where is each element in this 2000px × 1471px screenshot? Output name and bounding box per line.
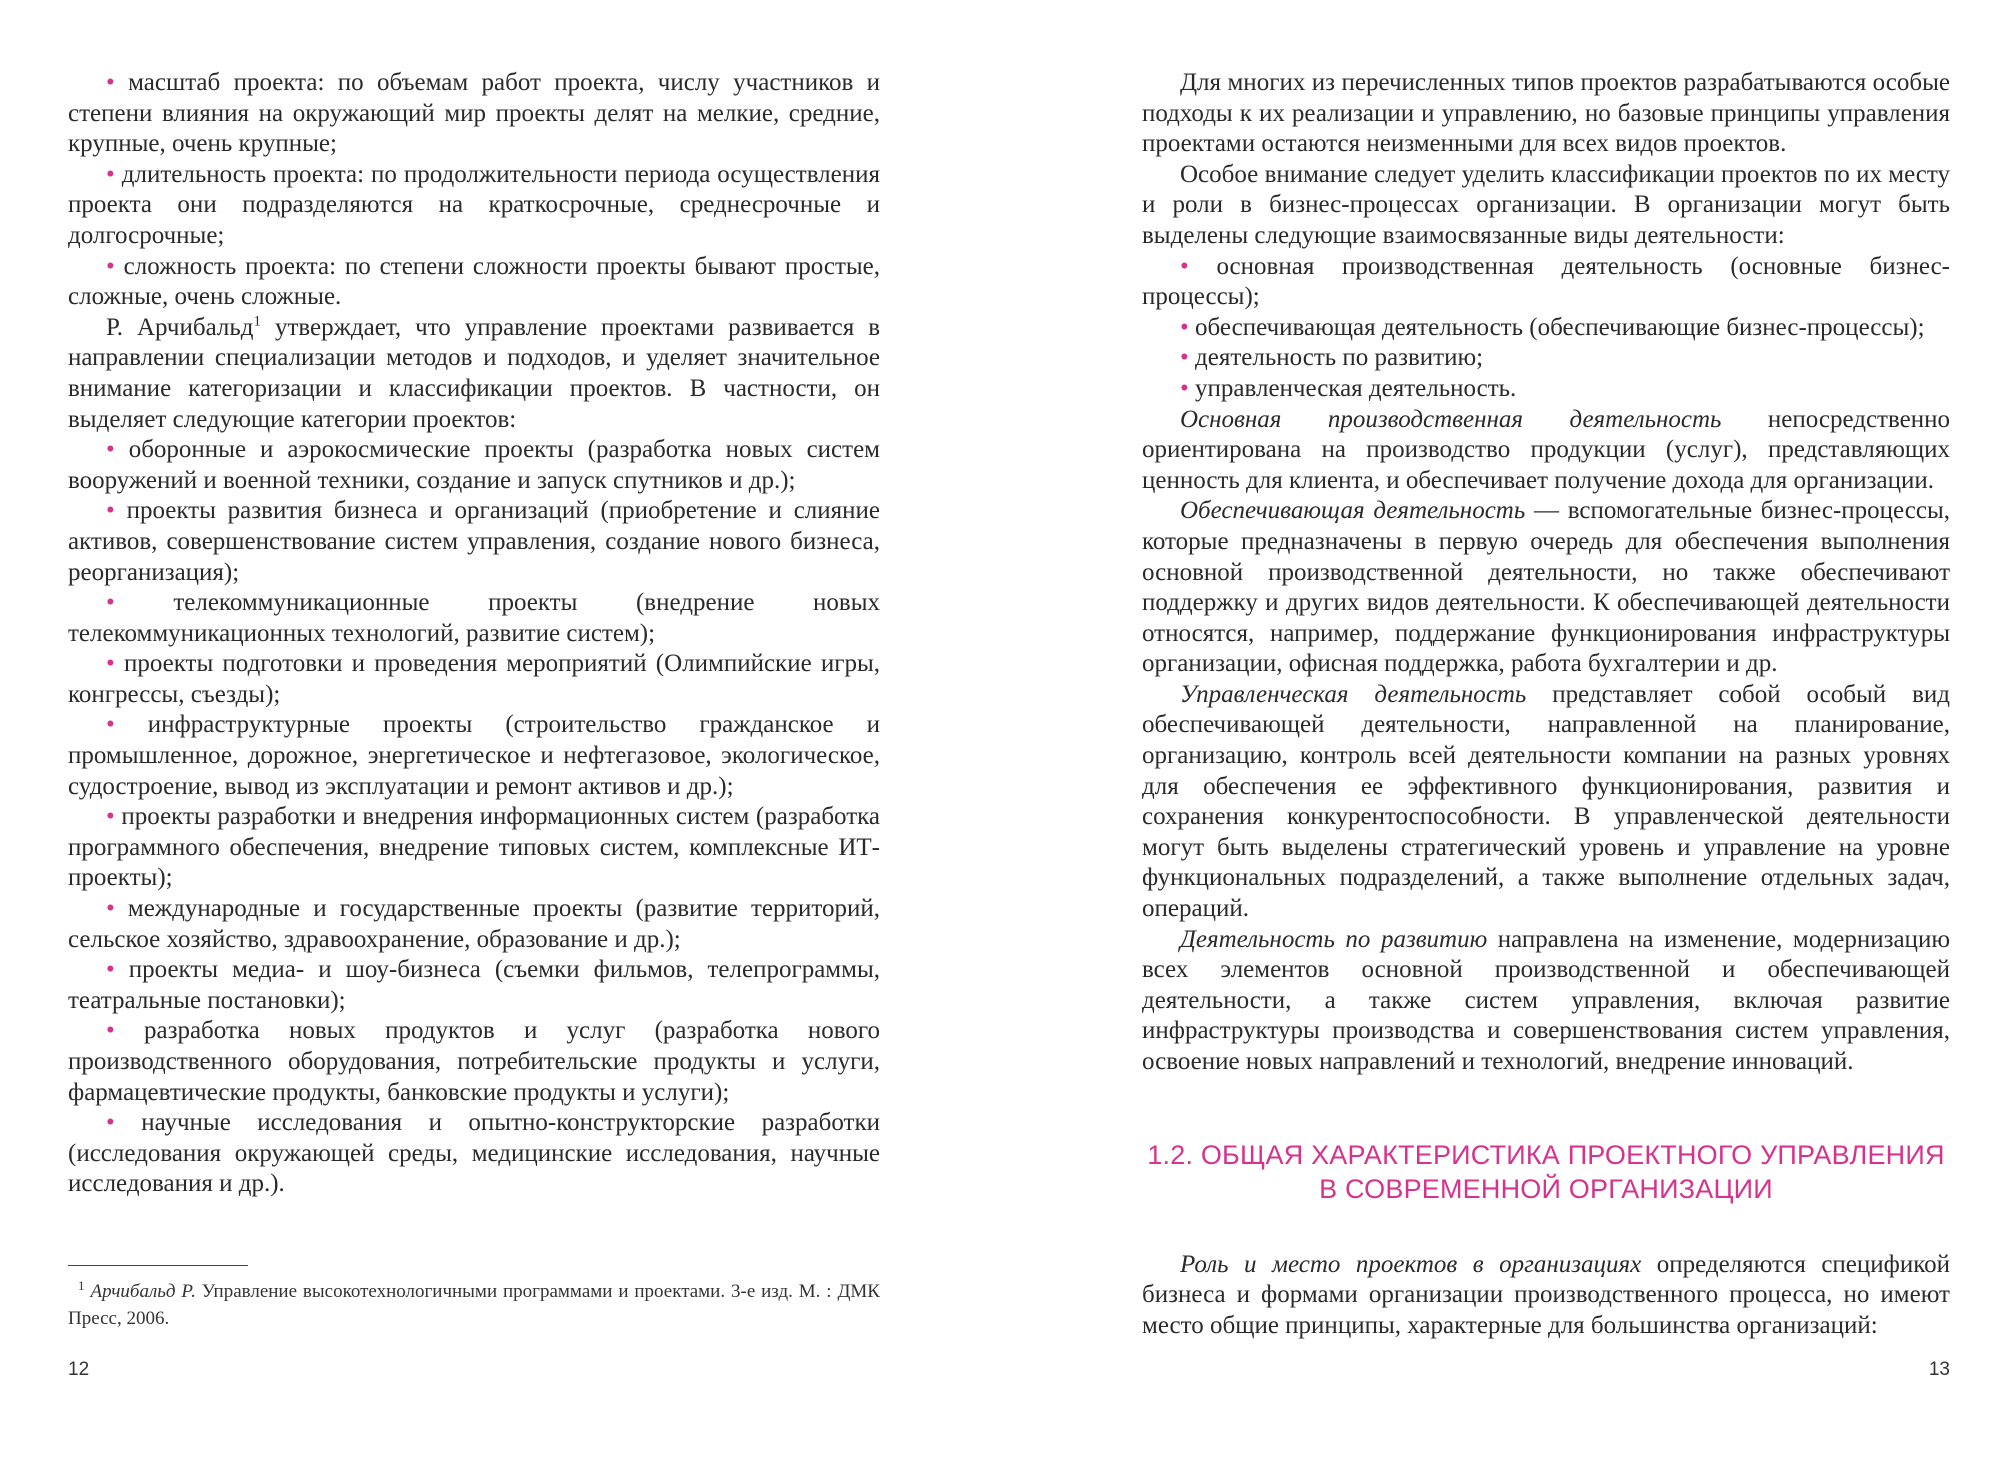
bullet-icon: • bbox=[1180, 313, 1189, 341]
bullet-item: • обеспечивающая деятельность (обеспечивающие бизнес-процессы); bbox=[1180, 313, 1925, 341]
page-number: 12 bbox=[68, 1359, 90, 1380]
bullet-icon: • bbox=[106, 1109, 115, 1137]
bullet-icon: • bbox=[106, 650, 115, 678]
bullet-item: • международные и государственные проекты (развитие территорий, сельское хозяйство, здравоохранение, образование и др.); bbox=[68, 895, 880, 953]
bullet-icon: • bbox=[1180, 252, 1189, 280]
right-text-column bbox=[1142, 68, 1950, 1341]
bullet-icon: • bbox=[1180, 374, 1189, 402]
bullet-item: • оборонные и аэрокосмические проекты (разработка новых систем вооружений и военной техники, создание и запуск спутников и др.); bbox=[68, 436, 880, 494]
bullet-icon: • bbox=[106, 497, 115, 525]
left-text-column bbox=[68, 68, 880, 1200]
bullet-item: • телекоммуникационные проекты (внедрение новых телекоммуникационных технологий, развитие систем); bbox=[68, 589, 880, 647]
page-number: 13 bbox=[1928, 1359, 1950, 1380]
term-lead: Обеспечивающая деятельность bbox=[1180, 497, 1526, 525]
bullet-icon: • bbox=[106, 803, 115, 831]
bullet-icon: • bbox=[106, 589, 115, 617]
bullet-icon: • bbox=[106, 711, 115, 739]
section-heading-line2: В СОВРЕМЕННОЙ ОРГАНИЗАЦИИ bbox=[1319, 1173, 1773, 1204]
paragraph: Управленческая деятельность представляет собой особый вид обеспечивающей деятельности, направленной на планирование, организацию, контроль всей деятельности компании на разных уровнях для обеспечения ее эффективного функционирования, развития и сохранения конкурентоспособности. В управленческой деятельности могут быть выделены стратегический уровень и управление на уровне функциональных подразделений, а также выполнение отдельных задач, операций. bbox=[1142, 680, 1950, 923]
bullet-item: • проекты медиа- и шоу-бизнеса (съемки фильмов, телепрограммы, театральные постановки); bbox=[68, 956, 880, 1014]
section-heading-line1: 1.2. ОБЩАЯ ХАРАКТЕРИСТИКА ПРОЕКТНОГО УПРАВЛЕНИЯ bbox=[1147, 1139, 1945, 1170]
section-heading bbox=[1142, 1138, 1950, 1206]
term-lead: Управленческая деятельность bbox=[1180, 680, 1527, 708]
bullet-item: • управленческая деятельность. bbox=[1180, 374, 1517, 402]
bullet-item: • сложность проекта: по степени сложности проекты бывают простые, сложные, очень сложные. bbox=[68, 252, 881, 311]
footnote: $^1$ Арчибальд Р. Управление высокотехнологичными программами и проектами. 3-е изд. М. : ДМК Пресс, 2006. bbox=[68, 1277, 880, 1329]
bullet-item: • проекты разработки и внедрения информационных систем (разработка программного обеспечения, внедрение типовых систем, комплексные ИТ-проекты); bbox=[68, 803, 880, 892]
bullet-icon: • bbox=[1180, 344, 1189, 372]
term-lead: Роль и место проектов в организациях bbox=[1180, 1250, 1642, 1278]
footnote-mark: 1 bbox=[78, 1277, 85, 1293]
bullet-icon: • bbox=[106, 69, 115, 96]
bullet-item: • масштаб проекта: по объемам работ проекта, числу участников и степени влияния на окружающий мир проекты делят на мелкие, средние, крупные, очень крупные; bbox=[68, 69, 880, 158]
author-name: Р. Арчибальд bbox=[106, 313, 254, 341]
paragraph: Особое внимание следует уделить классификации проектов по их месту и роли в бизнес-процессах организации. В организации могут быть выделены следующие взаимосвязанные виды деятельности: bbox=[1142, 160, 1950, 249]
bullet-item: • длительность проекта: по продолжительности периода осуществления проекта они подразделяются на краткосрочные, среднесрочные и долгосрочные; bbox=[68, 160, 880, 249]
bullet-item: • разработка новых продуктов и услуг (разработка нового производственного оборудования, потребительские продукты и услуги, фармацевтические продукты, банковские продукты и услуги); bbox=[68, 1017, 880, 1106]
footnote-divider bbox=[68, 1265, 248, 1266]
term-lead: Деятельность по развитию bbox=[1180, 925, 1488, 953]
bullet-item: • основная производственная деятельность (основные бизнес-процессы); bbox=[1142, 252, 1951, 311]
bullet-item: • инфраструктурные проекты (строительство гражданское и промышленное, дорожное, энергетическое и нефтегазовое, экологическое, судостроение, вывод из эксплуатации и ремонт активов и др.); bbox=[68, 711, 881, 800]
footnote-mark: 1 bbox=[253, 313, 261, 330]
paragraph: Для многих из перечисленных типов проектов разрабатываются особые подходы к их реализации и управлению, но базовые принципы управления проектами остаются неизменными для всех видов проектов. bbox=[1142, 69, 1950, 158]
bullet-icon: • bbox=[106, 895, 115, 923]
paragraph: Роль и место проектов в организациях определяются спецификой бизнеса и формами организации производственного процесса, но имеют место общие принципы, характерные для большинства организаций: bbox=[1142, 1250, 1950, 1339]
bullet-item: • проекты подготовки и проведения мероприятий (Олимпийские игры, конгрессы, съезды); bbox=[68, 650, 881, 708]
bullet-icon: • bbox=[106, 436, 115, 464]
paragraph: Деятельность по развитию направлена на изменение, модернизацию всех элементов основной производственной и обеспечивающей деятельности, а также систем управления, включая развитие инфраструктуры производства и совершенствования систем управления, освоение новых направлений и технологий, внедрение инноваций. bbox=[1142, 925, 1950, 1075]
bullet-item: • проекты развития бизнеса и организаций (приобретение и слияние активов, совершенствование систем управления, создание нового бизнеса, реорганизация); bbox=[68, 497, 880, 586]
footnote-author: Арчибальд Р. bbox=[90, 1281, 196, 1302]
bullet-icon: • bbox=[106, 252, 115, 280]
term-lead: Основная производственная деятельность bbox=[1180, 405, 1722, 433]
paragraph: Р. Арчибальд$^1$ утверждает, что управление проектами развивается в направлении специализации методов и подходов, и уделяет значительное внимание категоризации и классификации проектов. В частности, он выделяет следующие категории проектов: bbox=[68, 313, 880, 433]
bullet-item: • деятельность по развитию; bbox=[1180, 344, 1484, 372]
bullet-icon: • bbox=[106, 956, 115, 984]
paragraph: Обеспечивающая деятельность — вспомогательные бизнес-процессы, которые предназначены в первую очередь для обеспечения выполнения основной производственной деятельности, но также обеспечивают поддержку и других видов деятельности. К обеспечивающей деятельности относятся, например, поддержание функционирования инфраструктуры организации, офисная поддержка, работа бухгалтерии и др. bbox=[1142, 497, 1951, 678]
bullet-icon: • bbox=[106, 1017, 115, 1045]
bullet-icon: • bbox=[106, 160, 115, 188]
paragraph: Основная производственная деятельность непосредственно ориентирована на производство продукции (услуг), представляющих ценность для клиента, и обеспечивает получение дохода для организации. bbox=[1142, 405, 1950, 494]
bullet-item: • научные исследования и опытно-конструкторские разработки (исследования окружающей среды, медицинские исследования, научные исследования и др.). bbox=[68, 1109, 880, 1198]
right-page bbox=[1000, 0, 2000, 1471]
